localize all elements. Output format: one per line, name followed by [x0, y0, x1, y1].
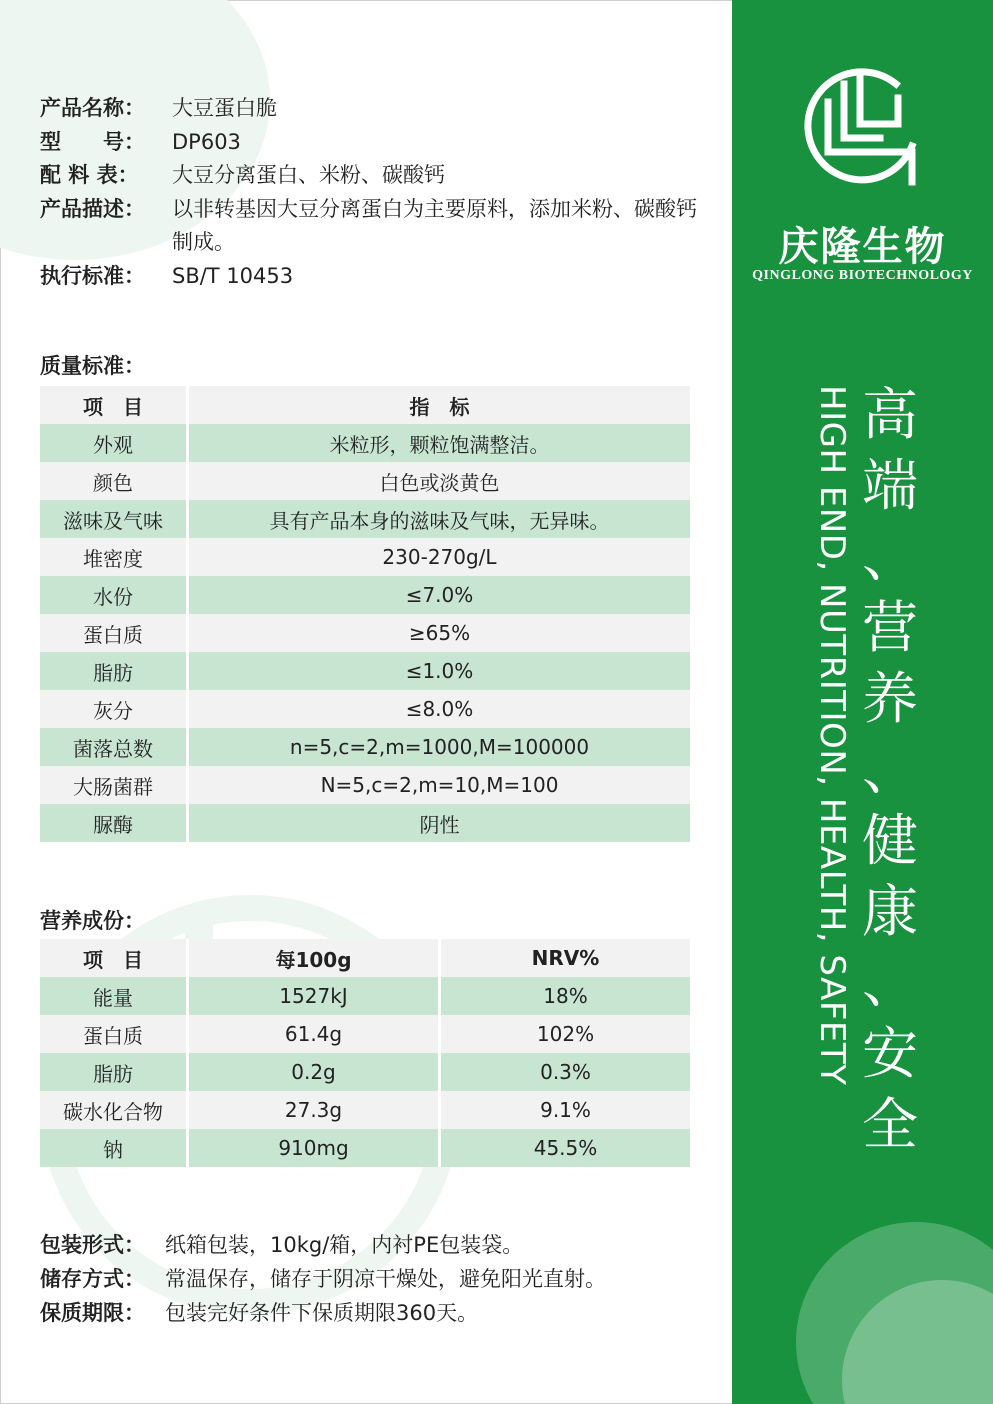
- label: 型 号：: [40, 129, 145, 154]
- table-cell: 18%: [438, 977, 690, 1015]
- table-header-row: [40, 386, 690, 424]
- label: 产品描述：: [40, 196, 145, 221]
- table-cell: 27.3g: [186, 1091, 438, 1129]
- label: 执行标准：: [40, 263, 145, 288]
- table-cell: 颜色: [40, 462, 186, 500]
- model-value: DP603: [172, 129, 241, 154]
- storage-row: [40, 1262, 725, 1296]
- table-row: [40, 690, 690, 728]
- table-cell: 0.3%: [438, 1053, 690, 1091]
- packaging-info: [40, 1228, 725, 1330]
- table-row: [40, 977, 690, 1015]
- table-cell: 蛋白质: [40, 614, 186, 652]
- slogan-chinese: [858, 380, 922, 1161]
- table-cell: n=5,c=2,m=1000,M=100000: [186, 728, 690, 766]
- table-cell: ≤8.0%: [186, 690, 690, 728]
- quality-title: 质量标准：: [40, 354, 145, 378]
- table-cell: 米粒形，颗粒饱满整洁。: [186, 424, 690, 462]
- table-cell: 230-270g/L: [186, 538, 690, 576]
- slogan-char: 高: [862, 383, 918, 448]
- quality-table: [40, 386, 690, 842]
- brand-sidebar: [732, 0, 993, 1404]
- table-row: [40, 424, 690, 462]
- table-row: [40, 538, 690, 576]
- packaging-row: [40, 1228, 725, 1262]
- table-cell: N=5,c=2,m=10,M=100: [186, 766, 690, 804]
- slogan-char: 、: [862, 525, 918, 590]
- table-cell: 45.5%: [438, 1129, 690, 1167]
- shelf-life-value: 包装完好条件下保质期限360天。: [165, 1301, 479, 1325]
- table-cell: 大肠菌群: [40, 766, 186, 804]
- slogan-char: 、: [862, 738, 918, 803]
- standard-row: [40, 260, 717, 294]
- table-cell: ≤1.0%: [186, 652, 690, 690]
- table-cell: 外观: [40, 424, 186, 462]
- shelf-life-row: [40, 1296, 725, 1330]
- table-cell: 脲酶: [40, 804, 186, 842]
- table-row: [40, 728, 690, 766]
- packaging-value: 纸箱包装，10kg/箱，内衬PE包装袋。: [165, 1233, 524, 1257]
- storage-value: 常温保存，储存于阴凉干燥处，避免阳光直射。: [165, 1267, 606, 1291]
- slogan-char: 营: [862, 596, 918, 661]
- table-cell: 钠: [40, 1129, 186, 1167]
- label: 产品名称：: [40, 96, 145, 120]
- product-info: [40, 92, 717, 293]
- table-cell: 具有产品本身的滋味及气味，无异味。: [186, 500, 690, 538]
- standard-value: SB/T 10453: [172, 263, 294, 288]
- description-value: 以非转基因大豆分离蛋白为主要原料，添加米粉、碳酸钙制成。: [172, 196, 697, 254]
- product-name: 大豆蛋白脆: [172, 96, 277, 120]
- column-header: 指 标: [186, 386, 690, 424]
- slogan-char: 全: [862, 1093, 918, 1158]
- table-cell: 阴性: [186, 804, 690, 842]
- table-row: [40, 500, 690, 538]
- table-row: [40, 652, 690, 690]
- table-row: [40, 1091, 690, 1129]
- label: 配 料 表：: [40, 163, 139, 187]
- column-header: 项 目: [40, 386, 186, 424]
- table-row: [40, 576, 690, 614]
- table-row: [40, 1129, 690, 1167]
- table-cell: 堆密度: [40, 538, 186, 576]
- table-cell: 碳水化合物: [40, 1091, 186, 1129]
- table-cell: 菌落总数: [40, 728, 186, 766]
- nutrition-table: [40, 939, 690, 1167]
- table-cell: 61.4g: [186, 1015, 438, 1053]
- description-row: [40, 193, 717, 260]
- model-row: [40, 126, 717, 160]
- table-cell: 滋味及气味: [40, 500, 186, 538]
- column-header: 每100g: [186, 939, 438, 977]
- table-row: [40, 462, 690, 500]
- label: 包装形式：: [40, 1233, 145, 1257]
- table-row: [40, 614, 690, 652]
- table-row: [40, 1015, 690, 1053]
- nutrition-title: 营养成份：: [40, 909, 145, 933]
- table-cell: 白色或淡黄色: [186, 462, 690, 500]
- table-cell: 灰分: [40, 690, 186, 728]
- table-cell: 蛋白质: [40, 1015, 186, 1053]
- table-cell: 102%: [438, 1015, 690, 1053]
- table-cell: 能量: [40, 977, 186, 1015]
- slogan-char: 养: [862, 667, 918, 732]
- table-cell: ≥65%: [186, 614, 690, 652]
- slogan-char: 康: [862, 880, 918, 945]
- label: 保质期限：: [40, 1301, 145, 1325]
- table-cell: 1527kJ: [186, 977, 438, 1015]
- slogan-char: 端: [862, 454, 918, 519]
- label: 储存方式：: [40, 1267, 145, 1291]
- table-header-row: [40, 939, 690, 977]
- slogan-char: 、: [862, 951, 918, 1016]
- table-cell: 脂肪: [40, 652, 186, 690]
- table-row: [40, 804, 690, 842]
- table-row: [40, 766, 690, 804]
- column-header: NRV%: [438, 939, 690, 977]
- table-cell: 9.1%: [438, 1091, 690, 1129]
- product-name-row: [40, 92, 717, 126]
- slogan-char: 安: [862, 1022, 918, 1087]
- table-cell: 0.2g: [186, 1053, 438, 1091]
- slogan-english: HIGH END, NUTRITION, HEALTH, SAFETY: [812, 385, 852, 1086]
- table-row: [40, 1053, 690, 1091]
- table-cell: 910mg: [186, 1129, 438, 1167]
- ingredients-value: 大豆分离蛋白、米粉、碳酸钙: [172, 163, 445, 187]
- column-header: 项 目: [40, 939, 186, 977]
- table-cell: ≤7.0%: [186, 576, 690, 614]
- ingredients-row: [40, 159, 717, 193]
- brand-name-en: QINGLONG BIOTECHNOLOGY: [752, 268, 973, 283]
- qinglong-logo-icon: [800, 62, 926, 188]
- slogan-char: 健: [862, 809, 918, 874]
- table-cell: 水份: [40, 576, 186, 614]
- table-cell: 脂肪: [40, 1053, 186, 1091]
- brand-name: 庆隆生物: [778, 224, 947, 270]
